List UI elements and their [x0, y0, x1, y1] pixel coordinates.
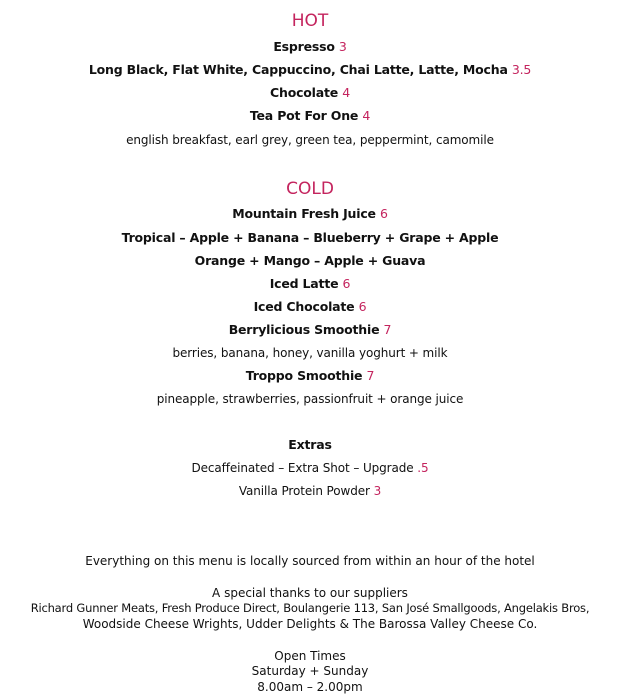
item-price: 6 — [342, 276, 351, 291]
item-price: 3 — [338, 39, 347, 54]
menu-item-iced-chocolate — [0, 299, 620, 315]
suppliers-list-2: Woodside Cheese Wrights, Udder Delights & The Barossa Valley Cheese Co. — [82, 617, 538, 631]
troppo-description: pineapple, strawberries, passionfruit + orange juice — [156, 392, 464, 406]
menu-item-coffees — [0, 62, 620, 78]
menu-item-chocolate — [0, 85, 620, 101]
menu-item-troppo — [0, 368, 620, 384]
item-price: 6 — [358, 299, 367, 314]
menu-item-espresso — [0, 39, 620, 55]
extra-item-protein — [0, 483, 620, 499]
item-name: Espresso — [273, 39, 335, 54]
item-name: Berrylicious Smoothie — [228, 322, 380, 337]
hot-heading: HOT — [291, 11, 329, 31]
item-price: 4 — [362, 108, 371, 123]
item-name: Chocolate — [270, 85, 339, 100]
extras-heading: Extras — [288, 437, 332, 452]
item-price: 3 — [373, 484, 382, 498]
berrylicious-description: berries, banana, honey, vanilla yoghurt + milk — [172, 346, 448, 360]
suppliers-list-1: Richard Gunner Meats, Fresh Produce Direct, Boulangerie 113, San José Smallgoods, Angelakis Bros, — [30, 601, 590, 615]
item-name: Long Black, Flat White, Cappuccino, Chai Latte, Latte, Mocha — [88, 62, 508, 77]
item-name: Tea Pot For One — [249, 108, 359, 123]
suppliers-thanks: A special thanks to our suppliers — [212, 586, 408, 600]
local-sourcing-note: Everything on this menu is locally sourced from within an hour of the hotel — [85, 554, 535, 568]
item-name: Troppo Smoothie — [245, 368, 363, 383]
item-name: Decaffeinated – Extra Shot – Upgrade — [191, 461, 414, 475]
open-days: Saturday + Sunday — [251, 664, 369, 678]
tea-description: english breakfast, earl grey, green tea, peppermint, camomile — [126, 133, 494, 147]
menu-item-tea — [0, 108, 620, 124]
item-price: .5 — [417, 461, 429, 475]
item-name: Iced Latte — [269, 276, 339, 291]
item-price: 7 — [383, 322, 392, 337]
open-hours: 8.00am – 2.00pm — [257, 680, 363, 694]
juice-option-tropical: Tropical – Apple + Banana – Blueberry + Grape + Apple — [121, 230, 499, 245]
item-price: 7 — [366, 368, 375, 383]
item-name: Iced Chocolate — [253, 299, 355, 314]
item-price: 6 — [379, 206, 388, 221]
cold-heading: COLD — [286, 179, 334, 199]
item-name: Mountain Fresh Juice — [232, 206, 376, 221]
item-name: Vanilla Protein Powder — [238, 484, 370, 498]
extra-item-upgrades — [0, 460, 620, 476]
juice-option-orange: Orange + Mango – Apple + Guava — [194, 253, 426, 268]
item-price: 3.5 — [511, 62, 532, 77]
menu-item-iced-latte — [0, 276, 620, 292]
menu-item-juice — [0, 206, 620, 222]
open-times-label: Open Times — [274, 649, 346, 663]
menu-item-berrylicious — [0, 322, 620, 338]
item-price: 4 — [342, 85, 350, 100]
